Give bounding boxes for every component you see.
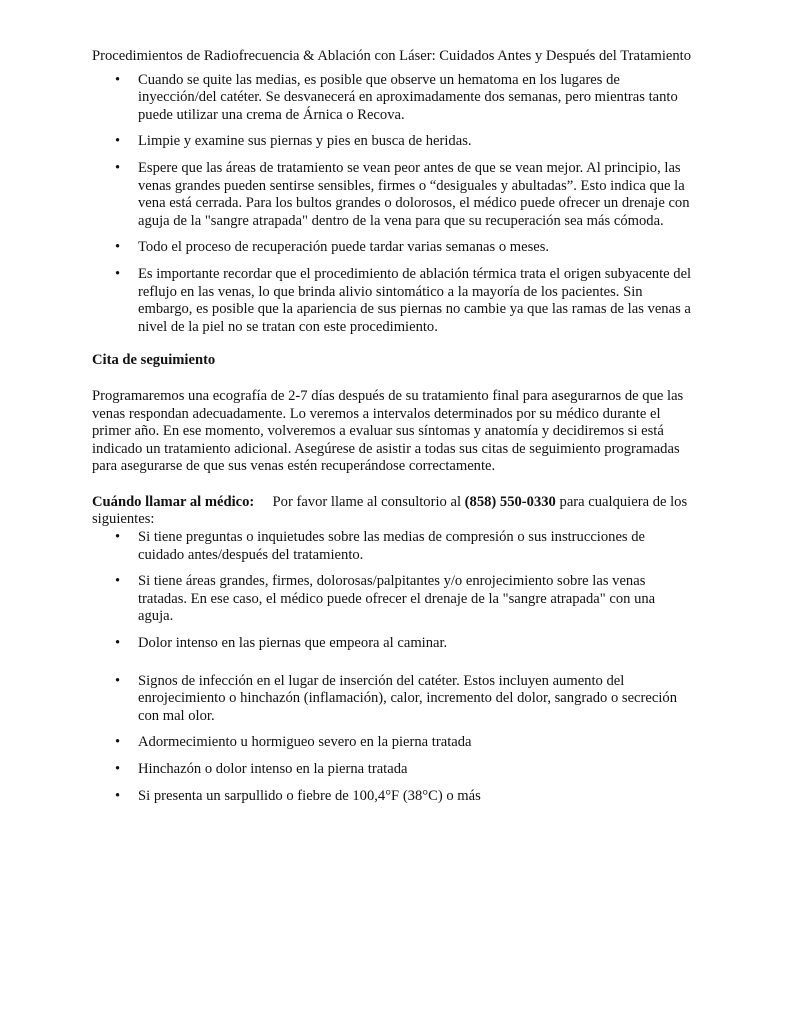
bullet-icon: •	[115, 672, 121, 689]
phone-number: (858) 550-0330	[464, 493, 556, 510]
list-item	[92, 160, 692, 230]
list-item-text: Limpie y examine sus piernas y pies en busca de heridas.	[138, 133, 472, 150]
followup-heading: Cita de seguimiento	[92, 352, 216, 369]
bullet-icon: •	[115, 71, 121, 88]
document-page	[92, 48, 692, 814]
call-doctor-label: Cuándo llamar al médico:	[92, 493, 255, 510]
list-item	[92, 239, 692, 257]
list-item-text: Espere que las áreas de tratamiento se vean peor antes de que se vean mejor. Al principio, las venas grandes pueden sentirse sensibles, firmes o “desiguales y abultadas”. Esto indica que la vena está cerrada. Para los bultos grandes o dolorosos, el médico puede ofrecer un drenaje con aguja de la "sangre atrapada" dentro de la vena para que su recuperación sea más cómoda.	[138, 159, 690, 229]
list-item	[92, 573, 692, 626]
list-item	[92, 72, 692, 125]
list-item	[92, 266, 692, 336]
bullet-icon: •	[115, 761, 121, 777]
list-item	[92, 529, 692, 564]
bullet-icon: •	[115, 734, 121, 751]
list-item-text: Cuando se quite las medias, es posible que observe un hematoma en los lugares de inyección/del catéter. Se desvanecerá en aproximadamente dos semanas, pero mientras tanto puede utilizar una crema de Árnica o Recova.	[138, 71, 678, 123]
list-item-text: Es importante recordar que el procedimiento de ablación térmica trata el origen subyacente del reflujo en las venas, lo que brinda alivio sintomático a la mayoría de los pacientes. Sin embargo, es posible que la apariencia de sus piernas no cambie ya que las ramas de las venas a nivel de la piel no se tratan con este procedimiento.	[138, 265, 692, 335]
list-item-text: Hinchazón o dolor intenso en la pierna tratada	[138, 761, 408, 777]
bullet-icon: •	[115, 573, 121, 590]
call-doctor-paragraph	[92, 494, 692, 529]
list-item-text: Si tiene áreas grandes, firmes, dolorosas/palpitantes y/o enrojecimiento sobre las venas tratadas. En ese caso, el médico puede ofrecer el drenaje de la "sangre atrapada" con una aguja.	[138, 573, 656, 625]
document-title: Procedimientos de Radiofrecuencia & Ablación con Láser: Cuidados Antes y Después del Tratamiento	[92, 48, 692, 64]
list-item-text: Todo el proceso de recuperación puede tardar varias semanas o meses.	[138, 239, 550, 256]
list-item	[92, 133, 692, 151]
call-text-after: para cualquiera de los siguientes:	[92, 493, 688, 528]
list-item-text: Si tiene preguntas o inquietudes sobre las medias de compresión o sus instrucciones de cuidado antes/después del tratamiento.	[138, 529, 646, 563]
list-item	[92, 734, 692, 752]
followup-paragraph: Programaremos una ecografía de 2-7 días después de su tratamiento final para asegurarnos de que las venas respondan adecuadamente. Lo veremos a intervalos determinados por su médico durante el primer año. En ese momento, volveremos a evaluar sus síntomas y anatomía y decidiremos si está indicado un tratamiento adicional. Asegúrese de asistir a todas sus citas de seguimiento programadas para asegurarse de que sus venas estén recuperándose correctamente.	[92, 387, 684, 475]
list-item-text: Adormecimiento u hormigueo severo en la pierna tratada	[138, 734, 472, 751]
bullet-icon: •	[115, 635, 121, 652]
list-item	[92, 788, 692, 806]
list-item-text: Dolor intenso en las piernas que empeora al caminar.	[138, 635, 448, 652]
bullet-icon: •	[115, 159, 121, 176]
bullet-icon: •	[115, 787, 121, 804]
list-item	[92, 673, 692, 726]
list-item-text: Si presenta un sarpullido o fiebre de 100,4°F (38°C) o más	[138, 787, 481, 804]
list-item	[92, 761, 692, 779]
bullet-icon: •	[115, 239, 121, 256]
care-list	[92, 72, 692, 337]
list-item	[92, 635, 692, 653]
bullet-icon: •	[115, 133, 121, 150]
call-reasons-list	[92, 529, 692, 805]
call-text-before: Por favor llame al consultorio al	[272, 493, 461, 510]
bullet-icon: •	[115, 265, 121, 282]
list-item-text: Signos de infección en el lugar de inserción del catéter. Estos incluyen aumento del enrojecimiento o hinchazón (inflamación), calor, incremento del dolor, sangrado o secreción con mal olor.	[138, 672, 677, 724]
bullet-icon: •	[115, 529, 121, 546]
